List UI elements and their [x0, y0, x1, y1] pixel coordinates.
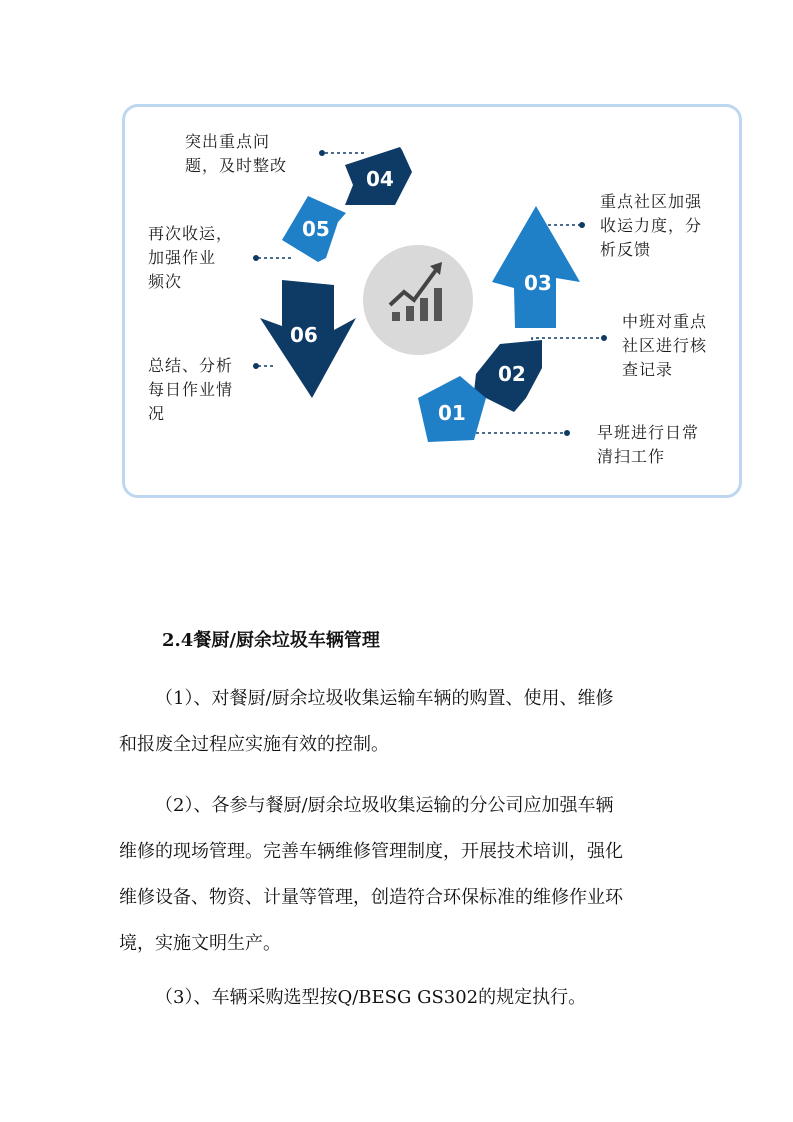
step-05-label — [148, 222, 233, 294]
center-circle — [363, 245, 473, 355]
paragraph-1-line-1-text: （1）、对餐厨/厨余垃圾收集运输车辆的购置、使用、维修 — [155, 688, 614, 709]
step-03-number: 03 — [524, 271, 552, 295]
paragraph-1-line-1 — [119, 676, 679, 722]
step-03-label-line-2: 收运力度，分 — [600, 216, 703, 235]
step-02-label-line-1: 中班对重点 — [622, 312, 708, 331]
connector-02 — [532, 338, 602, 352]
step-05-label-line-3: 频次 — [148, 272, 183, 291]
step-02-number: 02 — [498, 362, 526, 386]
step-04-shape — [345, 147, 412, 205]
step-06-label-line-2: 每日作业情 — [148, 380, 234, 399]
step-03-label-line-3: 析反馈 — [600, 240, 652, 259]
paragraph-2-line-1-text: （2）、各参与餐厨/厨余垃圾收集运输的分公司应加强车辆 — [155, 795, 614, 816]
connector-dot-02 — [601, 335, 607, 341]
paragraph-1-line-2: 和报废全过程应实施有效的控制。 — [119, 734, 389, 755]
step-05-label-line-2: 加强作业 — [148, 248, 217, 267]
step-06-number: 06 — [290, 323, 318, 347]
connector-dot-04 — [319, 150, 325, 156]
step-03-label — [600, 190, 702, 262]
step-01-label-line-1: 早班进行日常 — [597, 423, 700, 442]
step-02-label-line-2: 社区进行核 — [622, 336, 708, 355]
step-02-label-line-3: 查记录 — [622, 360, 674, 379]
step-01-label — [597, 421, 699, 469]
step-06-label-line-1: 总结、分析 — [148, 356, 234, 375]
step-06-shape — [260, 280, 356, 398]
step-05-shape — [282, 196, 346, 262]
connector-dot-03 — [579, 222, 585, 228]
step-06-label — [148, 354, 233, 426]
step-04-label-line-1: 突出重点问 — [185, 132, 271, 151]
paragraph-1 — [119, 676, 679, 768]
paragraph-3-line-1 — [119, 975, 679, 1021]
connector-dot-01 — [564, 430, 570, 436]
step-06-label-line-3: 况 — [148, 404, 166, 423]
connector-dot-06 — [253, 363, 259, 369]
paragraph-2-line-3: 维修设备、物资、计量等管理，创造符合环保标准的维修作业环 — [119, 887, 623, 908]
step-01-label-line-2: 清扫工作 — [597, 447, 666, 466]
paragraph-2 — [119, 783, 679, 967]
step-03-label-line-1: 重点社区加强 — [600, 192, 703, 211]
step-02-label — [622, 310, 707, 382]
step-01-number: 01 — [438, 401, 466, 425]
paragraph-2-line-1 — [119, 783, 679, 829]
section-heading: 2.4餐厨/厨余垃圾车辆管理 — [162, 630, 380, 651]
paragraph-2-line-2: 维修的现场管理。完善车辆维修管理制度，开展技术培训，强化 — [119, 841, 623, 862]
step-04-label-line-2: 题，及时整改 — [185, 156, 288, 175]
step-04-number: 04 — [366, 167, 394, 191]
paragraph-2-line-4: 境，实施文明生产。 — [119, 933, 281, 954]
connector-dot-05 — [253, 255, 259, 261]
step-05-label-line-1: 再次收运， — [148, 224, 234, 243]
step-05-number: 05 — [302, 217, 330, 241]
paragraph-3 — [119, 975, 679, 1021]
step-04-label — [185, 130, 287, 178]
paragraph-3-line-1-text: （3）、车辆采购选型按Q/BESG GS302的规定执行。 — [155, 987, 587, 1008]
